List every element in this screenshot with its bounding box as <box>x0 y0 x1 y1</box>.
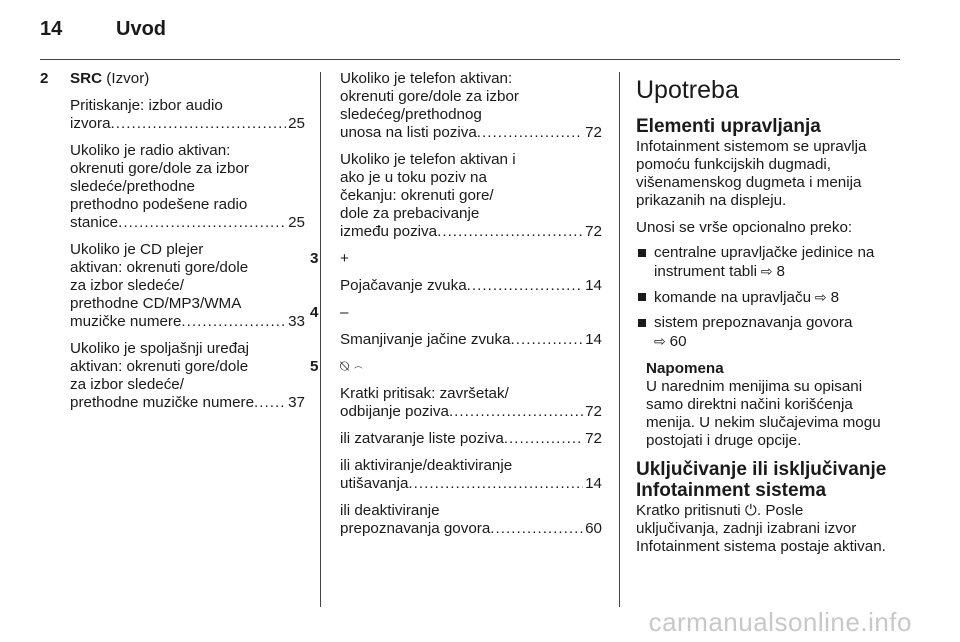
entry-title-suffix: (Izvor) <box>102 70 150 87</box>
leader-dots <box>181 313 286 331</box>
toc-text: odbijanje poziva <box>340 403 449 420</box>
text-line: Ukoliko je telefon aktivan: <box>340 70 513 87</box>
leader-dots <box>504 430 583 448</box>
leader-dots <box>118 214 286 232</box>
text-line: instrument tabli ⇨ 8 <box>654 263 785 280</box>
text-line: Ukoliko je CD plejer <box>70 241 204 258</box>
leader-dots <box>408 475 583 493</box>
toc-text: ili zatvaranje liste poziva <box>340 430 504 447</box>
page-ref: 8 <box>776 263 785 280</box>
column-divider-2 <box>619 72 620 607</box>
toc-item <box>340 385 602 421</box>
text-line: ili aktiviranje/deaktiviranje <box>340 457 513 474</box>
leader-dots <box>467 277 583 295</box>
toc-text: unosa na listi poziva <box>340 124 477 141</box>
page-ref: 37 <box>288 394 305 411</box>
chapter-title: Uvod <box>116 18 166 40</box>
entry-title-bold: SRC <box>70 70 103 87</box>
text-line: za izbor sledeće/ <box>70 277 184 294</box>
entry-5 <box>310 358 602 538</box>
note-box <box>636 360 908 450</box>
toc-text: Smanjivanje jačine zvuka <box>340 331 511 348</box>
page-ref: 60 <box>585 520 602 537</box>
section-title: Upotreba <box>636 76 739 104</box>
text-line: Ukoliko je telefon aktivan i <box>340 151 516 168</box>
toc-row <box>340 520 602 538</box>
page-ref: 60 <box>669 333 687 350</box>
text-line: sledeće/prethodne <box>70 178 195 195</box>
text-line <box>654 332 908 351</box>
toc-text: utišavanja <box>340 475 409 492</box>
lead-paragraph: Unosi se vrše opcionalno preko: <box>636 219 853 236</box>
leader-dots <box>511 331 584 349</box>
toc-text: između poziva <box>340 223 438 240</box>
toc-row <box>70 214 305 232</box>
leader-dots <box>254 394 286 412</box>
page-ref: 33 <box>288 313 305 330</box>
minus-icon: – <box>340 304 349 321</box>
toc-item <box>340 502 602 538</box>
toc-item <box>70 340 305 412</box>
toc-item <box>340 430 602 448</box>
arrow-ref-icon: ⇨ <box>811 289 831 305</box>
entry-items <box>340 331 602 349</box>
bullet-item <box>636 314 908 351</box>
arrow-ref-icon: ⇨ <box>756 263 777 279</box>
text-line: Kratko pritisnuti ⏻. Posle <box>636 502 804 519</box>
note-title: Napomena <box>646 360 724 377</box>
text-line: ili deaktiviranje <box>340 502 440 519</box>
entry-items <box>70 97 305 412</box>
text-line: prethodne CD/MP3/WMA <box>70 295 242 312</box>
toc-text: prepoznavanja govora <box>340 520 491 537</box>
page-ref: 8 <box>830 289 840 306</box>
toc-row <box>70 313 305 331</box>
leader-dots <box>437 223 583 241</box>
page-ref: 14 <box>585 475 602 492</box>
bullet-item <box>636 288 908 307</box>
text-line: sistem prepoznavanja govora <box>654 314 853 331</box>
bullet-item <box>636 244 908 281</box>
text-line: čekanju: okrenuti gore/ <box>340 187 494 204</box>
subsection-heading-power <box>636 459 908 501</box>
text-line: Infotainment sistema postaje aktivan. <box>636 538 886 555</box>
entry-2 <box>40 70 305 412</box>
entry-2-continued <box>310 70 602 241</box>
text-line: za izbor sledeće/ <box>70 376 184 393</box>
toc-row <box>70 115 305 133</box>
text-line: okrenuti gore/dole za izbor <box>340 88 519 105</box>
intro-paragraph <box>636 138 908 210</box>
entry-items <box>340 277 602 295</box>
column-right <box>636 70 908 565</box>
entry-4 <box>310 304 602 349</box>
toc-item <box>340 151 602 241</box>
text-line: Ukoliko je radio aktivan: <box>70 142 231 159</box>
text-line: Pritiskanje: izbor audio <box>70 97 223 114</box>
input-methods-list <box>636 244 908 351</box>
leader-dots <box>449 403 583 421</box>
arrow-ref-icon: ⇨ <box>654 333 670 349</box>
note-text <box>646 378 908 450</box>
leader-dots <box>477 124 583 142</box>
text-line: uključivanja, zadnji izabrani izvor <box>636 520 857 537</box>
text-line: U narednim menijima su opisani <box>646 378 863 395</box>
toc-item <box>340 70 602 142</box>
page-ref: 14 <box>585 331 602 348</box>
text-line: Ukoliko je spoljašnji uređaj <box>70 340 249 357</box>
text-line: komande na upravljaču ⇨ 8 <box>654 289 840 306</box>
text-line: okrenuti gore/dole za izbor <box>70 160 249 177</box>
toc-row <box>340 223 602 241</box>
toc-text: stanice <box>70 214 119 231</box>
toc-text: muzičke numere <box>70 313 182 330</box>
page-ref: 72 <box>585 124 602 141</box>
toc-text: izvora <box>70 115 111 132</box>
entry-number: 4 <box>310 304 319 321</box>
toc-row <box>340 124 602 142</box>
text-line: prethodno podešene radio <box>70 196 248 213</box>
toc-row <box>70 394 305 412</box>
toc-row <box>340 403 602 421</box>
leader-dots <box>490 520 583 538</box>
header-divider <box>40 59 900 60</box>
page-ref: 72 <box>585 403 602 420</box>
text-line: pomoću funkcijskih dugmadi, <box>636 156 832 173</box>
page-ref: 72 <box>585 430 602 447</box>
toc-row <box>340 475 602 493</box>
entry-number: 3 <box>310 250 319 267</box>
text-line: sledećeg/prethodnog <box>340 106 482 123</box>
column-left <box>40 70 305 421</box>
text-line: višenamenskog dugmeta i menija <box>636 174 862 191</box>
text-line: samo direktni načini korišćenja <box>646 396 853 413</box>
heading-line: Uključivanje ili isključivanje <box>636 459 887 480</box>
subsection-heading: Elementi upravljanja <box>636 116 821 137</box>
text-line: Kratki pritisak: završetak/ <box>340 385 509 402</box>
text-line: Infotainment sistemom se upravlja <box>636 138 867 155</box>
text-line: centralne upravljačke jedinice na <box>654 244 875 261</box>
toc-item <box>340 277 602 295</box>
text-line: dole za prebacivanje <box>340 205 480 222</box>
entry-3 <box>310 250 602 295</box>
column-middle <box>310 70 602 547</box>
toc-row <box>340 277 602 295</box>
entry-items <box>340 70 602 241</box>
toc-item <box>340 331 602 349</box>
leader-dots <box>111 115 287 133</box>
toc-row <box>340 430 602 448</box>
page-ref: 14 <box>585 277 602 294</box>
page-ref: 25 <box>288 115 305 132</box>
toc-text: prethodne muzičke numere <box>70 394 255 411</box>
text-line: prikazanih na displeju. <box>636 192 787 209</box>
page-number: 14 <box>40 18 63 40</box>
entry-number: 5 <box>310 358 319 375</box>
text-line: ako je u toku poziv na <box>340 169 487 186</box>
entry-number: 2 <box>40 70 49 87</box>
entry-title <box>70 70 305 88</box>
watermark: carmanualsonline.info <box>648 607 912 637</box>
toc-item <box>70 97 305 133</box>
plus-icon: + <box>340 250 349 267</box>
page-ref: 72 <box>585 223 602 240</box>
heading-line: Infotainment sistema <box>636 480 827 501</box>
text-line: aktivan: okrenuti gore/dole <box>70 259 249 276</box>
mute-hangup-icon: ⍉ ⌢ <box>340 358 364 375</box>
toc-item <box>340 457 602 493</box>
power-paragraph <box>636 502 908 556</box>
entry-items <box>340 385 602 538</box>
toc-item <box>70 142 305 232</box>
text-line: menija. U nekim slučajevima mogu <box>646 414 881 431</box>
toc-row <box>340 331 602 349</box>
toc-item <box>70 241 305 331</box>
text-line: postojati i druge opcije. <box>646 432 802 449</box>
page-ref: 25 <box>288 214 305 231</box>
toc-text: Pojačavanje zvuka <box>340 277 467 294</box>
text-line: aktivan: okrenuti gore/dole <box>70 358 249 375</box>
